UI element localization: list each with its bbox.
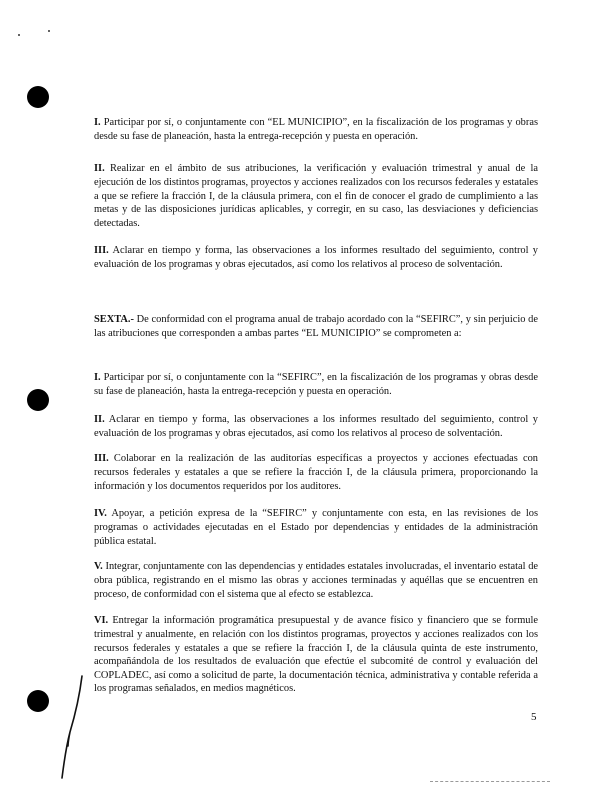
scan-speck [18, 34, 20, 36]
paragraph-sexta-iii [94, 452, 538, 493]
paragraph-text: Colaborar en la realización de las auditorías específicas a proyectos y acciones efectuadas con recursos federales y estatales a que se refiere la fracción I, de la cláusula primera, proporcionando la información y los documentos requeridos por los auditores. [94, 453, 538, 492]
paragraph-label: III. [94, 453, 109, 465]
paragraph-fraction-ii [94, 162, 538, 230]
paragraph-text: Participar por sí, o conjuntamente con “EL MUNICIPIO”, en la fiscalización de los programas y obras desde su fase de planeación, hasta la entrega-recepción y puesta en operación. [94, 117, 538, 142]
paragraph-text: Participar por sí, o conjuntamente con la “SEFIRC”, en la fiscalización de los programas y obras desde su fase de planeación, hasta la entrega-recepción y puesta en operación. [94, 372, 538, 397]
signature-mark-icon [56, 672, 96, 782]
paragraph-label: I. [94, 372, 101, 384]
paragraph-label: III. [94, 245, 109, 257]
paragraph-text: Aclarar en tiempo y forma, las observaciones a los informes resultado del seguimiento, control y evaluación de los programas y obras ejecutados, así como los relativos al proceso de solventación. [94, 245, 538, 270]
paragraph-text: Integrar, conjuntamente con las dependencias y entidades estatales involucradas, el inventario estatal de obra pública, registrando en el mismo las obras y acciones terminadas y aquéllas que se encuentren en proceso, de conformidad con el sistema que al efecto se establezca. [94, 561, 538, 600]
punch-hole-icon [27, 389, 49, 411]
paragraph-label: VI. [94, 615, 109, 627]
clause-sexta [94, 313, 538, 340]
paragraph-sexta-v [94, 560, 538, 601]
paragraph-sexta-ii [94, 413, 538, 440]
paragraph-text: Entregar la información programática presupuestal y de avance físico y financiero que se formule trimestral y anualmente, en relación con los distintos programas, proyectos y acciones realizados con los recursos federales y estatales a que se refiere la fracción I, de la cláusula quinta de este instrumento, acompañándola de los resultados de evaluación que efectúe el subcomité de control y evaluación del COPLADEC, así como a solicitud de parte, la documentación técnica, administrativa y contable referida a los programas señalados, en medios magnéticos. [94, 615, 538, 695]
punch-hole-icon [27, 690, 49, 712]
paragraph-sexta-i [94, 371, 538, 398]
scan-speck [48, 30, 50, 32]
paragraph-label: II. [94, 163, 105, 175]
paragraph-sexta-iv [94, 507, 538, 548]
clause-text: De conformidad con el programa anual de trabajo acordado con la “SEFIRC”, y sin perjuicio de las atribuciones que corresponden a ambas partes “EL MUNICIPIO” se comprometen a: [94, 314, 538, 339]
paragraph-label: I. [94, 117, 101, 129]
clause-label: SEXTA.- [94, 314, 134, 326]
punch-hole-icon [27, 86, 49, 108]
paragraph-text: Apoyar, a petición expresa de la “SEFIRC” y conjuntamente con esta, en las revisiones de los programas o actividades ejecutadas en el Estado por dependencias y entidades de la administración pública estatal. [94, 508, 538, 547]
paragraph-fraction-iii [94, 244, 538, 271]
page-number: 5 [531, 711, 537, 723]
paragraph-sexta-vi [94, 614, 538, 696]
paragraph-fraction-i [94, 116, 538, 143]
scan-edge-line [430, 781, 550, 782]
paragraph-label: II. [94, 414, 105, 426]
paragraph-text: Aclarar en tiempo y forma, las observaciones a los informes resultado del seguimiento, control y evaluación de los programas y obras ejecutados, así como los relativos al proceso de solventación. [94, 414, 538, 439]
paragraph-label: IV. [94, 508, 107, 520]
paragraph-label: V. [94, 561, 103, 573]
paragraph-text: Realizar en el ámbito de sus atribuciones, la verificación y evaluación trimestral y anual de la ejecución de los distintos programas, proyectos y acciones realizados con los recursos federales y estatales a que se refiere la fracción I, de la cláusula primera, con el fin de conocer el grado de cumplimiento a las metas y de las disposiciones jurídicas aplicables, y corregir, en su caso, las desviaciones y deficiencias detectadas. [94, 163, 538, 229]
